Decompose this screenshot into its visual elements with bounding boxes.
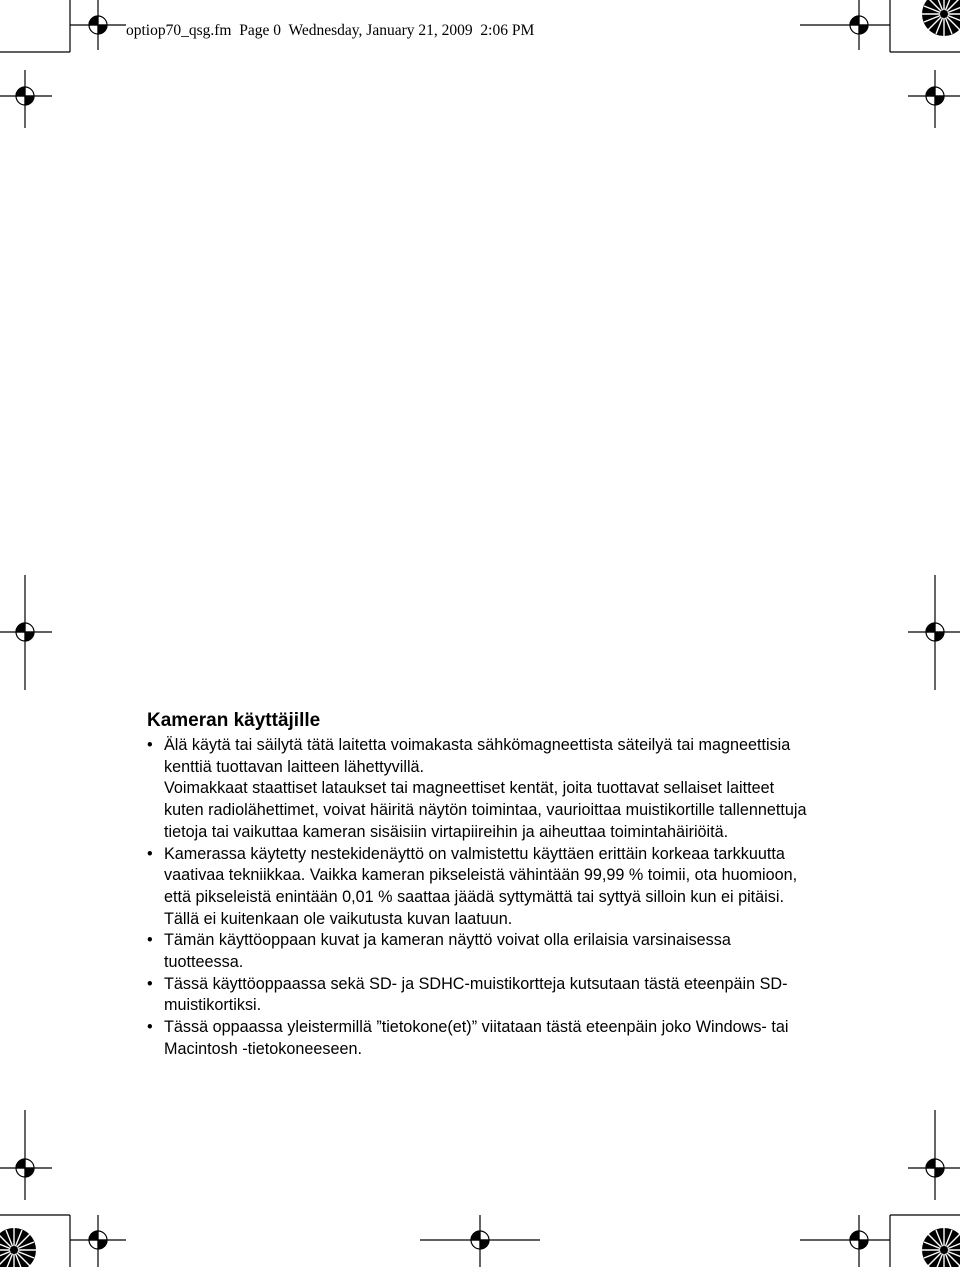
bullet-icon: •	[147, 736, 153, 754]
list-item-text: Tässä oppaassa yleistermillä ”tietokone(et)” viitataan tästä eteenpäin joko Windows- tai Macintosh -tietokoneeseen.	[164, 1018, 789, 1058]
list-item	[147, 974, 812, 1017]
registration-mark-icon	[70, 0, 126, 50]
bullet-icon: •	[147, 844, 153, 863]
bullet-icon: •	[147, 931, 153, 950]
bullet-list	[147, 735, 812, 1061]
list-item	[147, 1017, 812, 1060]
registration-mark-icon	[70, 1215, 126, 1267]
section-title: Kameran käyttäjille	[147, 710, 321, 731]
bullet-icon: •	[147, 1018, 153, 1037]
document-body	[147, 709, 812, 1061]
list-item	[147, 844, 812, 931]
header-date: Wednesday, January 21, 2009	[288, 22, 473, 39]
registration-mark-icon	[0, 1110, 52, 1200]
list-item-text: Tämän käyttöoppaan kuvat ja kameran näyttö voivat olla erilaisia varsinaisessa tuotteessa.	[164, 931, 731, 972]
list-item-text: Voimakkaat staattiset lataukset tai magneettiset kentät, joita tuottavat sellaiset laitteet kuten radiolähettimet, voivat häiritä näytön toimintaa, vaurioittaa muistikortille tallennettuja tietoja tai vaikuttaa kameran sisäisiin virtapiireihin ja aiheuttaa toimintahäiriöitä.	[164, 779, 807, 841]
header-file: optiop70_qsg.fm	[126, 22, 232, 39]
registration-mark-icon	[0, 70, 52, 128]
print-header	[126, 22, 534, 40]
star-target-icon	[922, 1228, 960, 1267]
registration-mark-icon	[908, 1110, 960, 1200]
star-target-icon	[0, 1228, 36, 1267]
list-item-text: Tässä käyttöoppaassa sekä SD- ja SDHC-muistikortteja kutsutaan tästä eteenpäin SD-muistikortiksi.	[164, 974, 788, 1015]
registration-mark-icon	[800, 1215, 890, 1267]
header-time: 2:06 PM	[480, 22, 535, 39]
registration-mark-icon	[0, 575, 52, 690]
list-item-text: Kamerassa käytetty nestekidenäyttö on valmistettu käyttäen erittäin korkeaa tarkkuutta vaativaa tekniikkaa. Vaikka kameran pikseleistä vähintään 99,99 % toimii, ota huomioon, että pikseleistä enintään 0,01 % saattaa jäädä syttymättä tai syttyä silloin kun ei pitäisi. Tällä ei kuitenkaan ole vaikutusta kuvan laatuun.	[164, 844, 798, 928]
registration-mark-icon	[908, 575, 960, 690]
bullet-icon: •	[147, 974, 153, 993]
registration-mark-icon	[800, 0, 890, 50]
registration-mark-icon	[908, 70, 960, 128]
header-page: Page 0	[239, 22, 282, 39]
list-item	[147, 930, 812, 973]
registration-mark-icon	[420, 1215, 540, 1267]
list-item-text: Älä käytä tai säilytä tätä laitetta voimakasta sähkömagneettista säteilyä tai magneettisia kenttiä tuottavan laitteen lähettyvillä.	[164, 736, 791, 776]
list-item	[147, 735, 812, 844]
star-target-icon	[922, 0, 960, 36]
